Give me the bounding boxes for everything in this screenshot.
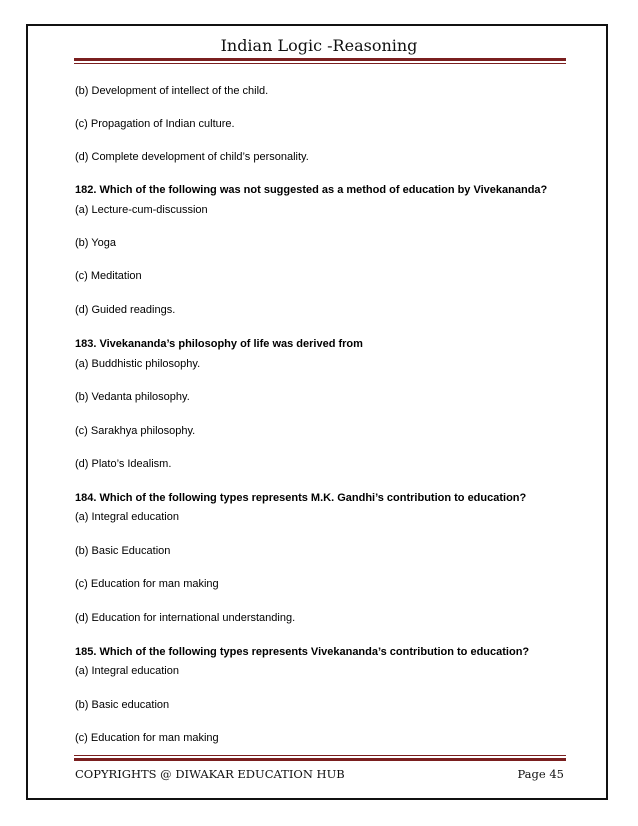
answer-option: (d) Complete development of child’s personality.	[75, 151, 309, 163]
answer-option: (c) Education for man making	[75, 732, 219, 744]
answer-option: (a) Integral education	[75, 665, 179, 677]
answer-option: (d) Guided readings.	[75, 304, 176, 316]
answer-option: (b) Vedanta philosophy.	[75, 391, 190, 403]
answer-option: (a) Integral education	[75, 511, 179, 523]
answer-option: (b) Basic education	[75, 699, 170, 711]
page-title: Indian Logic -Reasoning	[220, 36, 418, 55]
question-184: 184. Which of the following types represents M.K. Gandhi’s contribution to education?	[75, 492, 527, 504]
answer-option: (b) Yoga	[75, 237, 116, 249]
answer-option: (b) Basic Education	[75, 545, 171, 557]
footer-copyright: COPYRIGHTS @ DIWAKAR EDUCATION HUB	[75, 767, 345, 781]
answer-option: (c) Meditation	[75, 270, 142, 282]
footer-rule-thick	[74, 758, 566, 761]
page-border	[26, 24, 608, 800]
answer-option: (b) Development of intellect of the child.	[75, 85, 269, 97]
answer-option: (c) Propagation of Indian culture.	[75, 118, 235, 130]
header-rule-thin	[74, 63, 566, 64]
question-185: 185. Which of the following types represents Vivekananda’s contribution to education?	[75, 646, 530, 658]
footer-page-number: Page 45	[517, 767, 564, 781]
answer-option: (c) Sarakhya philosophy.	[75, 425, 196, 437]
answer-option: (a) Buddhistic philosophy.	[75, 358, 201, 370]
answer-option: (d) Education for international understanding.	[75, 612, 296, 624]
question-182: 182. Which of the following was not suggested as a method of education by Vivekananda?	[75, 184, 548, 196]
answer-option: (d) Plato’s Idealism.	[75, 458, 172, 470]
header-rule-thick	[74, 58, 566, 61]
footer-rule-thin	[74, 755, 566, 756]
question-183: 183. Vivekananda’s philosophy of life was derived from	[75, 338, 363, 350]
answer-option: (a) Lecture-cum-discussion	[75, 204, 208, 216]
answer-option: (c) Education for man making	[75, 578, 219, 590]
